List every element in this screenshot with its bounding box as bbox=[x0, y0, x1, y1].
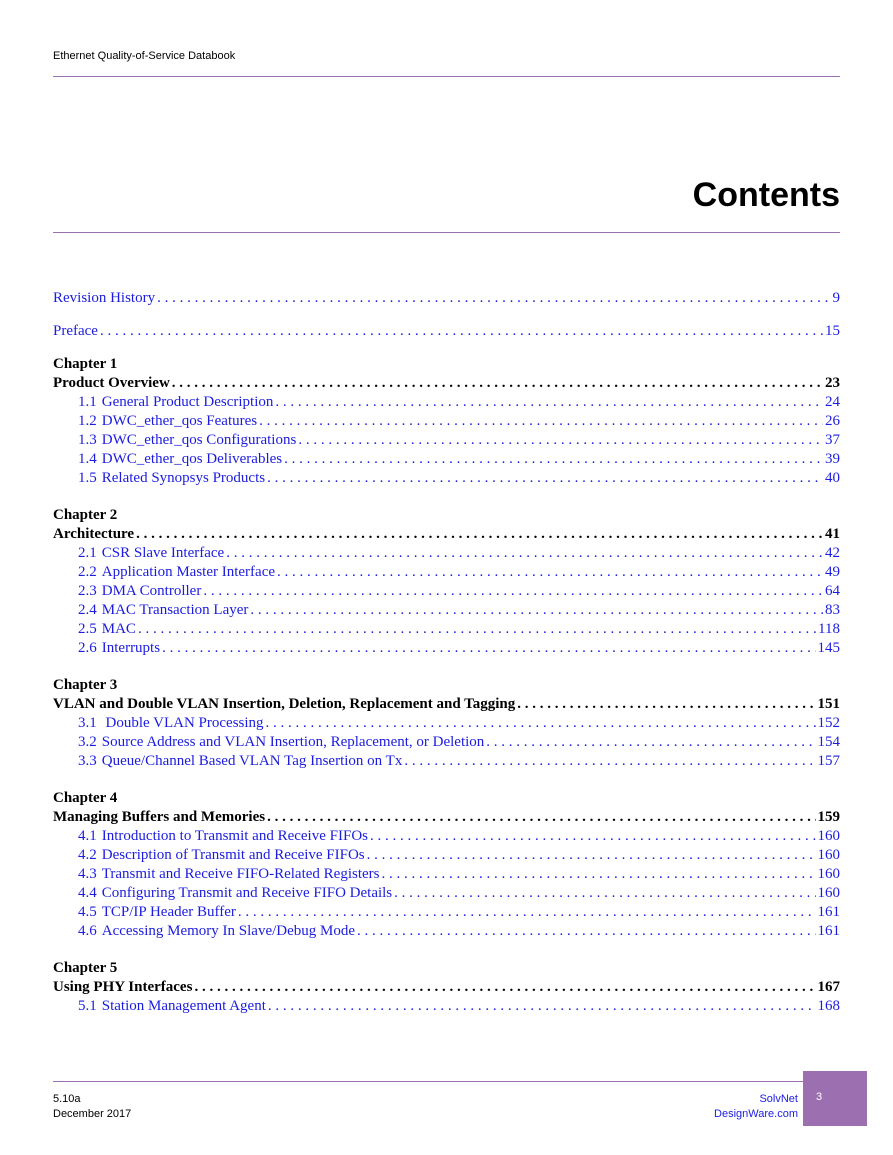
section-entry-text bbox=[78, 752, 402, 771]
dot-leader bbox=[394, 884, 815, 903]
chapter-block bbox=[53, 789, 840, 941]
title-rule bbox=[53, 232, 840, 233]
entry-title: Source Address and VLAN Insertion, Replacement, or Deletion bbox=[101, 734, 485, 750]
entry-page-number: 23 bbox=[825, 375, 840, 391]
chapter-title-entry-text bbox=[53, 695, 515, 714]
dot-leader bbox=[157, 289, 830, 308]
chapter-title-entry-text bbox=[53, 978, 192, 997]
section-entry-text bbox=[78, 865, 379, 884]
entry-page-number: 9 bbox=[832, 290, 840, 306]
section-entry[interactable] bbox=[53, 865, 840, 884]
section-number: 4.5 bbox=[78, 904, 97, 920]
entry-title: DWC_ether_qos Configurations bbox=[101, 432, 297, 448]
dot-leader bbox=[194, 978, 815, 997]
dot-leader bbox=[275, 393, 823, 412]
entry-page-number: 39 bbox=[825, 451, 840, 467]
dot-leader bbox=[250, 601, 823, 620]
chapter-title-entry-text bbox=[53, 808, 265, 827]
chapter-title-entry-text bbox=[53, 374, 170, 393]
dot-leader bbox=[238, 903, 816, 922]
entry-title: General Product Description bbox=[101, 394, 274, 410]
section-number: 1.1 bbox=[78, 394, 97, 410]
table-of-contents bbox=[53, 289, 840, 1034]
running-header: Ethernet Quality-of-Service Databook bbox=[53, 50, 236, 62]
entry-title: Application Master Interface bbox=[101, 564, 276, 580]
entry-page-number: 15 bbox=[825, 323, 840, 339]
section-number: 4.6 bbox=[78, 923, 97, 939]
page-number: 3 bbox=[816, 1091, 823, 1103]
section-entry-text bbox=[78, 412, 257, 431]
entry-page-number: 167 bbox=[817, 979, 840, 995]
section-entry[interactable] bbox=[53, 846, 840, 865]
page-title: Contents bbox=[692, 176, 840, 214]
section-entry[interactable] bbox=[53, 601, 840, 620]
chapter-label: Chapter 1 bbox=[53, 356, 118, 372]
entry-title: DWC_ether_qos Deliverables bbox=[101, 451, 283, 467]
entry-page-number: 151 bbox=[817, 696, 840, 712]
entry-title: Configuring Transmit and Receive FIFO Details bbox=[101, 885, 393, 901]
section-entry[interactable] bbox=[53, 450, 840, 469]
section-entry[interactable] bbox=[53, 752, 840, 771]
entry-page-number: 24 bbox=[825, 394, 840, 410]
section-number: 1.4 bbox=[78, 451, 97, 467]
dot-leader bbox=[517, 695, 815, 714]
footer-left bbox=[53, 1092, 131, 1122]
section-number: 2.2 bbox=[78, 564, 97, 580]
section-number: 1.5 bbox=[78, 470, 97, 486]
entry-title: Managing Buffers and Memories bbox=[53, 809, 266, 825]
entry-page-number: 37 bbox=[825, 432, 840, 448]
chapter-label: Chapter 3 bbox=[53, 677, 118, 693]
dot-leader bbox=[298, 431, 823, 450]
section-number: 5.1 bbox=[78, 998, 97, 1014]
toc-entry-text bbox=[53, 289, 155, 308]
entry-title: Transmit and Receive FIFO-Related Registers bbox=[101, 866, 380, 882]
entry-page-number: 159 bbox=[817, 809, 840, 825]
toc-entry[interactable] bbox=[53, 289, 840, 308]
section-entry-text bbox=[78, 997, 266, 1016]
chapter-block bbox=[53, 506, 840, 658]
section-number: 2.5 bbox=[78, 621, 97, 637]
section-entry-text bbox=[78, 903, 236, 922]
section-entry-text bbox=[78, 431, 296, 450]
section-number: 4.2 bbox=[78, 847, 97, 863]
chapter-block bbox=[53, 959, 840, 1016]
chapter-block bbox=[53, 355, 840, 488]
section-number: 4.1 bbox=[78, 828, 97, 844]
chapter-title-entry[interactable] bbox=[53, 374, 840, 393]
section-number: 3.1 bbox=[78, 715, 97, 731]
entry-title: DWC_ether_qos Features bbox=[101, 413, 258, 429]
section-number: 2.1 bbox=[78, 545, 97, 561]
section-entry[interactable] bbox=[53, 714, 840, 733]
entry-title: Product Overview bbox=[53, 375, 170, 391]
footer-rule bbox=[53, 1081, 803, 1082]
section-entry[interactable] bbox=[53, 469, 840, 488]
entry-title: VLAN and Double VLAN Insertion, Deletion, Replacement and Tagging bbox=[53, 696, 516, 712]
section-entry-text bbox=[78, 733, 484, 752]
section-entry[interactable] bbox=[53, 997, 840, 1016]
entry-title: CSR Slave Interface bbox=[101, 545, 225, 561]
entry-title: Description of Transmit and Receive FIFOs bbox=[101, 847, 365, 863]
entry-page-number: 160 bbox=[817, 847, 840, 863]
dot-leader bbox=[268, 997, 816, 1016]
entry-page-number: 154 bbox=[817, 734, 840, 750]
dot-leader bbox=[162, 639, 815, 658]
section-entry-text bbox=[78, 544, 224, 563]
section-number: 4.3 bbox=[78, 866, 97, 882]
section-number: 3.2 bbox=[78, 734, 97, 750]
entry-title: Introduction to Transmit and Receive FIFOs bbox=[101, 828, 368, 844]
section-entry[interactable] bbox=[53, 922, 840, 941]
chapter-label: Chapter 4 bbox=[53, 790, 118, 806]
section-entry-text bbox=[78, 469, 265, 488]
dot-leader bbox=[138, 620, 816, 639]
section-number: 1.3 bbox=[78, 432, 97, 448]
section-entry[interactable] bbox=[53, 903, 840, 922]
entry-title: MAC bbox=[101, 621, 136, 637]
chapter-title-entry[interactable] bbox=[53, 525, 840, 544]
entry-title: Architecture bbox=[53, 526, 135, 542]
entry-title: Accessing Memory In Slave/Debug Mode bbox=[101, 923, 356, 939]
entry-title: Revision History bbox=[53, 290, 156, 306]
section-entry-text bbox=[78, 563, 275, 582]
entry-page-number: 64 bbox=[825, 583, 840, 599]
dot-leader bbox=[367, 846, 816, 865]
entry-page-number: 161 bbox=[817, 904, 840, 920]
page-number-tab bbox=[803, 1071, 867, 1126]
chapter-block bbox=[53, 676, 840, 771]
toc-entry[interactable] bbox=[53, 322, 840, 341]
section-entry[interactable] bbox=[53, 393, 840, 412]
entry-title: Related Synopsys Products bbox=[101, 470, 266, 486]
entry-page-number: 26 bbox=[825, 413, 840, 429]
entry-title: Interrupts bbox=[101, 640, 161, 656]
footer-right bbox=[714, 1092, 798, 1122]
dot-leader bbox=[226, 544, 823, 563]
section-entry[interactable] bbox=[53, 620, 840, 639]
chapter-label: Chapter 2 bbox=[53, 507, 118, 523]
section-number: 2.3 bbox=[78, 583, 97, 599]
entry-page-number: 145 bbox=[817, 640, 840, 656]
dot-leader bbox=[357, 922, 815, 941]
entry-page-number: 118 bbox=[818, 621, 840, 637]
section-entry-text bbox=[78, 922, 355, 941]
entry-title: Preface bbox=[53, 323, 98, 339]
section-entry-text bbox=[78, 620, 136, 639]
section-entry-text bbox=[78, 714, 264, 733]
entry-page-number: 49 bbox=[825, 564, 840, 580]
entry-page-number: 41 bbox=[825, 526, 840, 542]
entry-title: TCP/IP Header Buffer bbox=[101, 904, 236, 920]
chapter-title-entry-text bbox=[53, 525, 134, 544]
dot-leader bbox=[486, 733, 815, 752]
dot-leader bbox=[136, 525, 823, 544]
dot-leader bbox=[404, 752, 815, 771]
dot-leader bbox=[172, 374, 823, 393]
chapter-title-entry[interactable] bbox=[53, 695, 840, 714]
dot-leader bbox=[203, 582, 823, 601]
section-entry[interactable] bbox=[53, 563, 840, 582]
designware-link[interactable]: DesignWare.com bbox=[714, 1108, 798, 1120]
dot-leader bbox=[277, 563, 823, 582]
solvnet-link[interactable]: SolvNet bbox=[759, 1093, 798, 1105]
entry-title: DMA Controller bbox=[101, 583, 202, 599]
section-entry-text bbox=[78, 639, 160, 658]
dot-leader bbox=[266, 714, 816, 733]
entry-page-number: 160 bbox=[817, 885, 840, 901]
entry-page-number: 160 bbox=[817, 828, 840, 844]
dot-leader bbox=[267, 808, 815, 827]
section-number: 2.6 bbox=[78, 640, 97, 656]
section-number: 4.4 bbox=[78, 885, 97, 901]
entry-page-number: 42 bbox=[825, 545, 840, 561]
section-entry-text bbox=[78, 827, 368, 846]
entry-title: Using PHY Interfaces bbox=[53, 979, 193, 995]
section-entry-text bbox=[78, 846, 365, 865]
section-entry[interactable] bbox=[53, 431, 840, 450]
section-entry-text bbox=[78, 601, 248, 620]
entry-title: Station Management Agent bbox=[101, 998, 266, 1014]
entry-page-number: 83 bbox=[825, 602, 840, 618]
section-entry-text bbox=[78, 450, 282, 469]
section-entry[interactable] bbox=[53, 884, 840, 903]
entry-page-number: 168 bbox=[817, 998, 840, 1014]
entry-page-number: 152 bbox=[817, 715, 840, 731]
chapter-label: Chapter 5 bbox=[53, 960, 118, 976]
entry-page-number: 160 bbox=[817, 866, 840, 882]
dot-leader bbox=[284, 450, 823, 469]
header-rule bbox=[53, 76, 840, 77]
chapter-title-entry[interactable] bbox=[53, 808, 840, 827]
section-entry[interactable] bbox=[53, 582, 840, 601]
section-number: 1.2 bbox=[78, 413, 97, 429]
section-number: 3.3 bbox=[78, 753, 97, 769]
section-number: 2.4 bbox=[78, 602, 97, 618]
section-entry-text bbox=[78, 884, 392, 903]
entry-page-number: 157 bbox=[817, 753, 840, 769]
section-entry[interactable] bbox=[53, 544, 840, 563]
section-entry[interactable] bbox=[53, 733, 840, 752]
dot-leader bbox=[381, 865, 815, 884]
section-entry[interactable] bbox=[53, 639, 840, 658]
entry-title: Double VLAN Processing bbox=[101, 715, 264, 731]
dot-leader bbox=[267, 469, 823, 488]
section-entry[interactable] bbox=[53, 827, 840, 846]
section-entry[interactable] bbox=[53, 412, 840, 431]
entry-title: MAC Transaction Layer bbox=[101, 602, 249, 618]
dot-leader bbox=[259, 412, 823, 431]
section-entry-text bbox=[78, 393, 273, 412]
entry-title: Queue/Channel Based VLAN Tag Insertion on Tx bbox=[101, 753, 403, 769]
entry-page-number: 40 bbox=[825, 470, 840, 486]
toc-entry-text bbox=[53, 322, 98, 341]
entry-page-number: 161 bbox=[817, 923, 840, 939]
dot-leader bbox=[370, 827, 816, 846]
section-entry-text bbox=[78, 582, 201, 601]
footer-version: 5.10a bbox=[53, 1093, 81, 1105]
chapter-title-entry[interactable] bbox=[53, 978, 840, 997]
dot-leader bbox=[100, 322, 823, 341]
footer-date: December 2017 bbox=[53, 1108, 132, 1120]
